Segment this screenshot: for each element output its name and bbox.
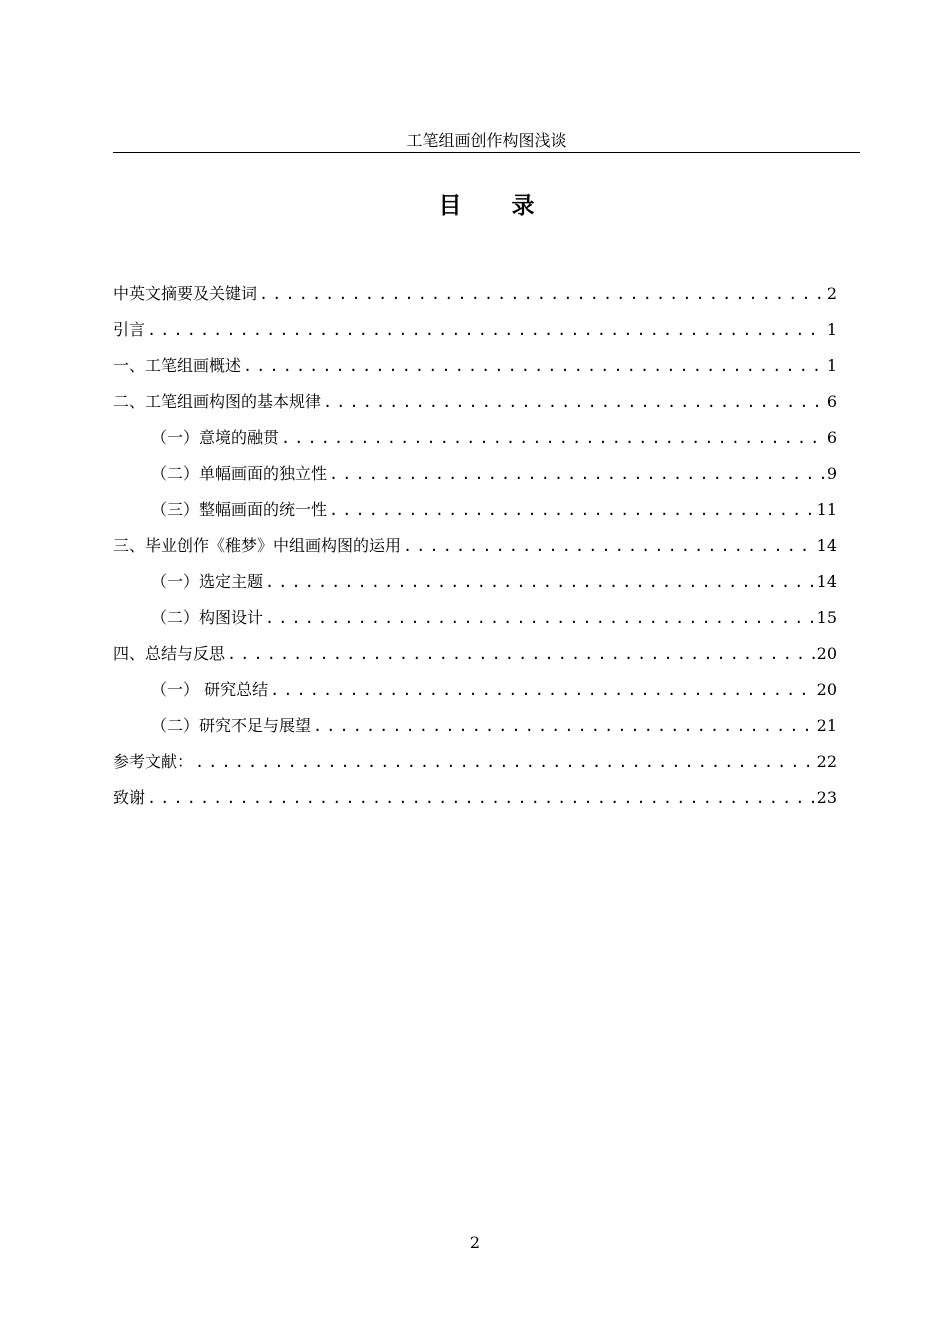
toc-entry-page: 22 [816,752,837,771]
toc-entry[interactable] [113,388,837,424]
toc-subentry[interactable] [113,676,837,712]
toc-entry-label: （一） 研究总结 [151,680,269,699]
toc-entry-page: 9 [826,464,837,483]
toc-dot-leader [147,784,815,812]
toc-dot-leader [259,280,825,308]
toc-entry-page: 1 [826,356,837,375]
toc-entry-page: 1 [826,320,837,339]
toc-entry-label: 四、总结与反思 [113,644,226,663]
toc-entry-label: （二）研究不足与展望 [151,716,312,735]
toc-entry-page: 14 [816,572,837,591]
toc-dot-leader [270,676,815,704]
toc-entry[interactable] [113,280,837,316]
toc-entry-label: 中英文摘要及关键词 [113,284,258,303]
toc-subentry[interactable] [113,712,837,748]
toc-entry-label: 二、工笔组画构图的基本规律 [113,392,322,411]
toc-entry-page: 15 [816,608,837,627]
toc-entry-page: 11 [816,500,837,519]
toc-entry-page: 6 [826,392,837,411]
toc-subentry[interactable] [113,568,837,604]
toc-entry-label: 三、毕业创作《稚梦》中组画构图的运用 [113,536,402,555]
toc-dot-leader [403,532,815,560]
toc-entry[interactable] [113,532,837,568]
toc-title: 目录 [438,193,585,219]
toc-entry[interactable] [113,784,837,820]
toc-entry-page: 2 [826,284,837,303]
toc-entry-page: 20 [816,644,837,663]
toc-entry-label: （一）意境的融贯 [151,428,280,447]
toc-subentry[interactable] [113,496,837,532]
toc-dot-leader [329,496,815,524]
toc-entry[interactable] [113,316,837,352]
toc-entry-label: （二）单幅画面的独立性 [151,464,328,483]
toc-entry-page: 20 [816,680,837,699]
toc-entry-label: （二）构图设计 [151,608,264,627]
running-header [113,130,860,153]
toc-entry[interactable] [113,352,837,388]
toc-entry-page: 14 [816,536,837,555]
running-title: 工笔组画创作构图浅谈 [406,131,567,150]
toc-subentry[interactable] [113,460,837,496]
toc-entry[interactable] [113,748,837,784]
toc-subentry[interactable] [113,424,837,460]
toc-entry-label: 致谢 [113,788,146,807]
toc-entry[interactable] [113,640,837,676]
toc-list [113,280,837,820]
toc-dot-leader [265,568,815,596]
toc-dot-leader [313,712,815,740]
toc-dot-leader [265,604,815,632]
toc-entry-page: 6 [826,428,837,447]
toc-entry-label: （一）选定主题 [151,572,264,591]
toc-entry-label: 参考文献： [113,752,194,771]
toc-entry-label: 引言 [113,320,146,339]
toc-dot-leader [323,388,825,416]
toc-entry-label: 一、工笔组画概述 [113,356,242,375]
toc-dot-leader [243,352,825,380]
toc-subentry[interactable] [113,604,837,640]
toc-entry-page: 23 [816,788,837,807]
toc-dot-leader [195,748,815,776]
page-number: 2 [469,1233,481,1252]
toc-dot-leader [227,640,815,668]
toc-entry-label: （三）整幅画面的统一性 [151,500,328,519]
toc-dot-leader [329,460,825,488]
toc-entry-page: 21 [816,716,837,735]
toc-dot-leader [147,316,825,344]
toc-dot-leader [281,424,825,452]
